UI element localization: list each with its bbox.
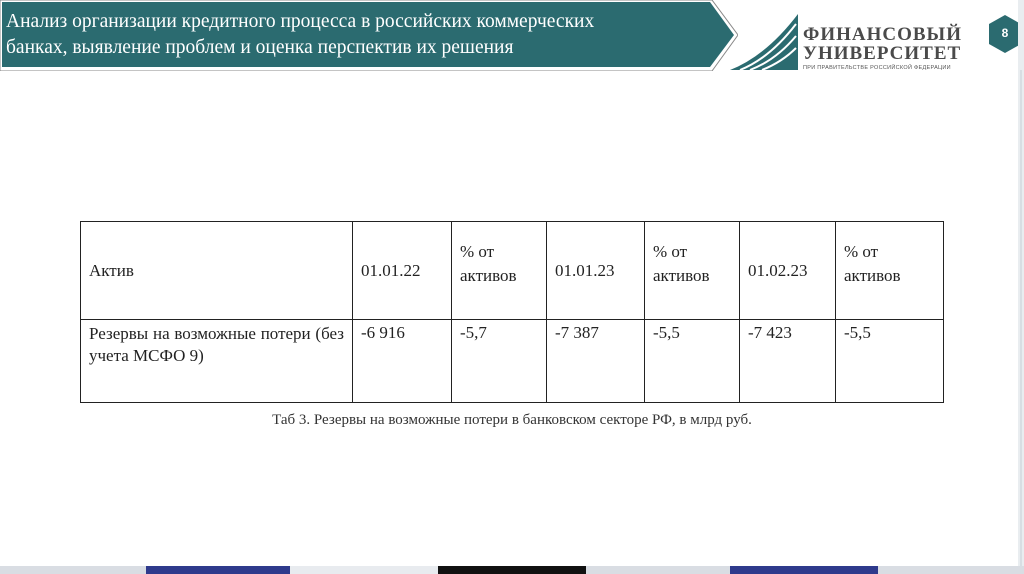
right-edge-decoration [1018,0,1024,574]
logo-text-line-2: УНИВЕРСИТЕТ [803,43,962,64]
cell-pct-2: -5,5 [645,320,740,403]
row-label-reserves: Резервы на возможные потери (без учета МСФО 9) [81,320,353,403]
header-cell-pct-1: % от активов [452,222,547,320]
header-cell-asset: Актив [81,222,353,320]
bottom-bar-segment [146,566,290,574]
page-number-badge [989,15,1021,53]
university-logo [726,8,966,76]
header-cell-date-3: 01.02.23 [740,222,836,320]
header-cell-date-2: 01.01.23 [547,222,645,320]
table-header-row [81,222,944,320]
cell-pct-1: -5,7 [452,320,547,403]
page-title-line-2: банках, выявление проблем и оценка перспектив их решения [6,37,514,58]
table-caption: Таб 3. Резервы на возможные потери в банковском секторе РФ, в млрд руб. [272,412,752,428]
university-emblem-icon [726,8,802,74]
page-number: 8 [1001,26,1009,40]
page-title-line-1: Анализ организации кредитного процесса в российских коммерческих [6,11,595,32]
cell-value-date-1: -6 916 [353,320,452,403]
header-cell-pct-2: % от активов [645,222,740,320]
title-banner [0,0,738,71]
header-cell-pct-3: % от активов [836,222,944,320]
bottom-bar-segment [878,566,1024,574]
bottom-bar-segment [290,566,438,574]
bottom-bar-segment [730,566,878,574]
bottom-bar-segment [586,566,730,574]
cell-value-date-3: -7 423 [740,320,836,403]
header-cell-date-1: 01.01.22 [353,222,452,320]
bottom-bar-segment [438,566,586,574]
page-title [6,9,721,61]
logo-subtitle: ПРИ ПРАВИТЕЛЬСТВЕ РОССИЙСКОЙ ФЕДЕРАЦИИ [803,65,951,71]
bottom-bar-segment [0,566,146,574]
table-row [81,320,944,403]
cell-pct-3: -5,5 [836,320,944,403]
logo-text-line-1: ФИНАНСОВЫЙ [803,24,962,45]
bottom-decorative-bar [0,566,1024,574]
cell-value-date-2: -7 387 [547,320,645,403]
reserves-table [80,221,944,403]
